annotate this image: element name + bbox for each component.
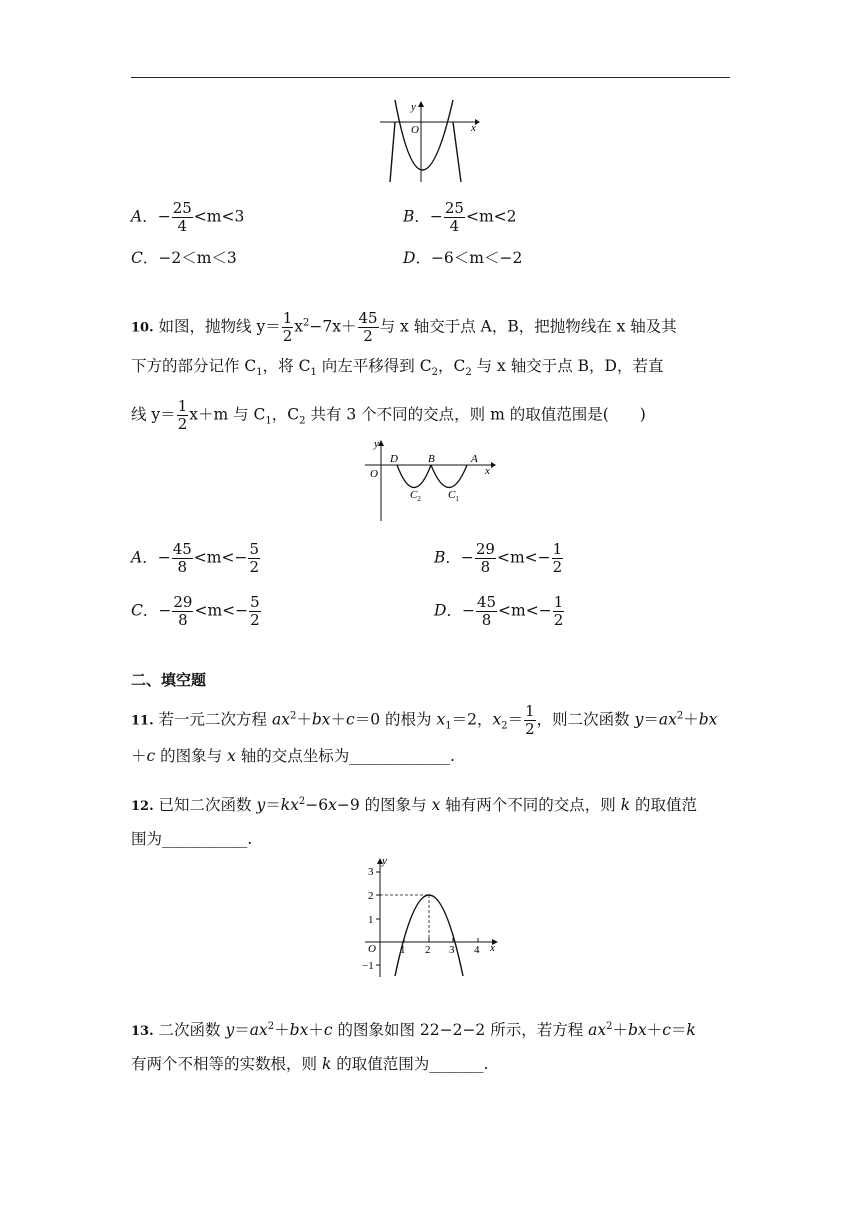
q9-option-c[interactable]: C．−2＜m＜3 xyxy=(131,249,237,267)
q10-fig-y-label: y xyxy=(374,438,379,450)
q11-line-2: ＋c 的图象与 x 轴的交点坐标为_____________. xyxy=(131,747,455,765)
q10-fig-point-a: A xyxy=(471,453,478,465)
q9-option-a[interactable]: A．− $\frac{25}{4}$ <m<3 xyxy=(131,199,245,235)
q13-parabola-figure xyxy=(360,855,505,980)
q13-fig-xtick-1: 1 xyxy=(400,944,406,956)
q9-option-d[interactable]: D．−6＜m＜−2 xyxy=(403,249,523,267)
q10-fig-point-d: D xyxy=(390,453,398,465)
q9-parabola-figure xyxy=(375,100,485,185)
q10-line-3: 线 y＝ $\frac{1}{2}$ x＋m 与 $C_1$，$C_2$ 共有 3 个不同的交点，则 m 的取值范围是( ) xyxy=(131,397,646,433)
q12-line-2: 围为___________. xyxy=(131,830,253,848)
q10-line-1: 10. 如图，抛物线 y＝ $\frac{1}{2}$ $x^2-7x+$ $\frac{45}{2}$ 与 x 轴交于点 A，B，把抛物线在 x 轴及其 xyxy=(131,309,677,345)
q13-fig-tick-3: 3 xyxy=(368,866,374,878)
q10-option-c[interactable]: C．− $\frac{29}{8}$ <m<− $\frac{5}{2}$ xyxy=(131,593,260,629)
q10-fig-curve-c2: $C_2$ xyxy=(410,489,421,503)
q10-fig-curve-c1: $C_1$ xyxy=(448,489,459,503)
q10-option-d[interactable]: D．− $\frac{45}{8}$ <m<− $\frac{1}{2}$ xyxy=(434,593,564,629)
q13-line-1: 13. 二次函数 $y=ax^2+bx+c$ 的图象如图 22−2−2 所示，若方程 $ax^2+bx+c=k$ xyxy=(131,1021,696,1040)
q9-fig-x-label: x xyxy=(471,122,476,134)
q9-fig-y-label: y xyxy=(411,101,416,113)
q13-fig-xtick-2: 2 xyxy=(425,944,431,956)
q9-option-b[interactable]: B．− $\frac{25}{4}$ <m<2 xyxy=(403,199,517,235)
header-rule xyxy=(131,77,730,78)
q13-fig-xtick-3: 3 xyxy=(449,944,455,956)
q10-fig-origin-label: O xyxy=(370,468,378,480)
q10-line-2: 下方的部分记作 $C_1$，将 $C_1$ 向左平移得到 $C_2$，$C_2$ 与 x 轴交于点 B，D，若直 xyxy=(131,357,664,379)
q13-fig-x-label: x xyxy=(490,942,495,954)
q13-fig-origin-label: O xyxy=(368,943,376,955)
q12-line-1: 12. 已知二次函数 $y=kx^2-6x-9$ 的图象与 x 轴有两个不同的交点，则 k 的取值范 xyxy=(131,796,698,815)
q10-parabola-figure xyxy=(365,437,500,525)
q10-option-a[interactable]: A．− $\frac{45}{8}$ <m<− $\frac{5}{2}$ xyxy=(131,540,260,576)
q11-line-1: 11. 若一元二次方程 $ax^2+bx+c=0$ 的根为 $x_1=2$，$x_2=$ $\frac{1}{2}$ ，则二次函数 $y=ax^2+bx$ xyxy=(131,702,718,738)
section-heading: 二、填空题 xyxy=(131,671,207,689)
q13-fig-y-label: y xyxy=(382,855,387,867)
q13-fig-tick-1: 1 xyxy=(368,914,374,926)
q10-option-b[interactable]: B．− $\frac{29}{8}$ <m<− $\frac{1}{2}$ xyxy=(434,540,563,576)
q10-fig-point-b: B xyxy=(428,453,435,465)
q13-line-2: 有两个不相等的实数根，则 k 的取值范围为_______. xyxy=(131,1055,489,1073)
q10-fig-x-label: x xyxy=(485,465,490,477)
q13-fig-tick-2: 2 xyxy=(368,890,374,902)
q13-fig-tick-minus-1: −1 xyxy=(362,960,374,972)
q13-fig-xtick-4: 4 xyxy=(474,944,480,956)
q9-fig-origin-label: O xyxy=(411,124,419,136)
